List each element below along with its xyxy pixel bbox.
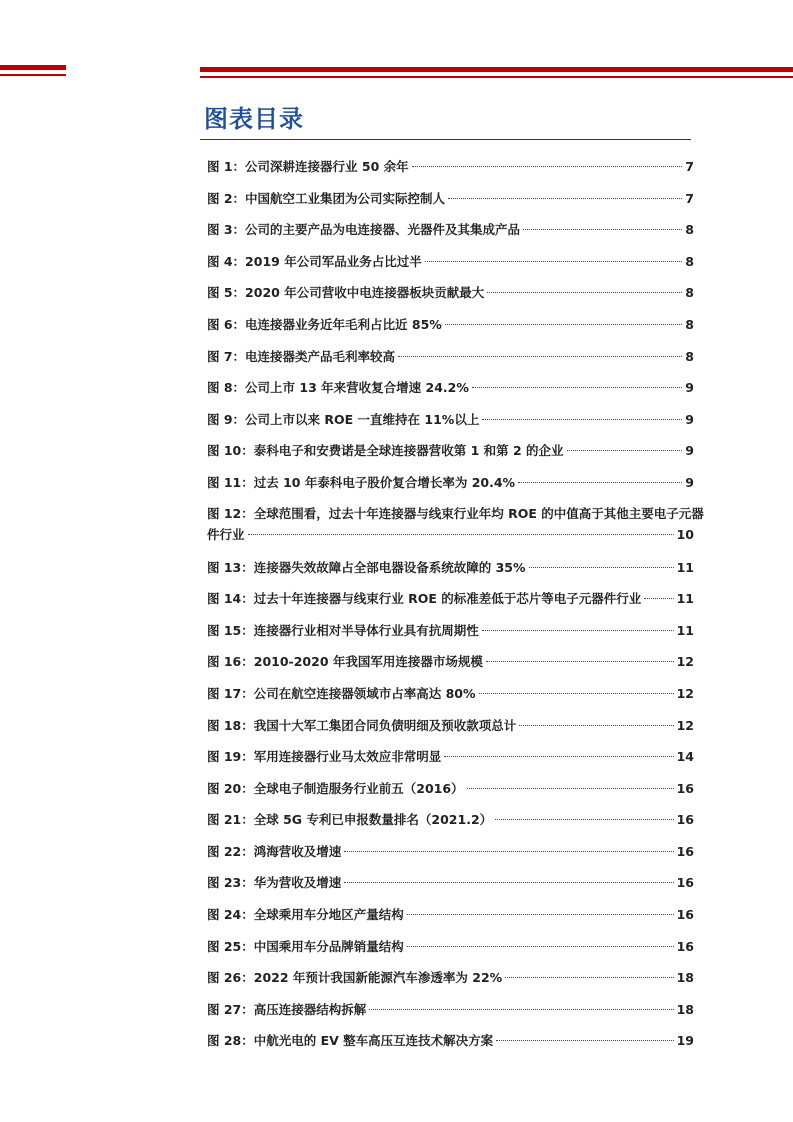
toc-leader	[412, 166, 683, 167]
toc-leader	[518, 482, 682, 483]
toc-entry-title: 图 5：2020 年公司营收中电连接器板块贡献最大	[207, 285, 485, 301]
toc-entry[interactable]	[207, 1027, 694, 1059]
toc-entry-title: 图 18：我国十大军工集团合同负债明细及预收款项总计	[207, 717, 517, 733]
header-rule-right	[200, 67, 793, 72]
toc-entry-title: 图 21：全球 5G 专利已申报数量排名（2021.2）	[207, 812, 493, 828]
toc-entry-page: 9	[685, 411, 694, 427]
toc-leader	[398, 356, 682, 357]
toc-entry[interactable]	[207, 933, 694, 965]
header-rule-left-thin	[0, 74, 66, 76]
toc-entry-title: 图 28：中航光电的 EV 整车高压互连技术解决方案	[207, 1033, 494, 1049]
toc-entry-title: 图 14：过去十年连接器与线束行业 ROE 的标准差低于芯片等电子元器件行业	[207, 591, 642, 607]
toc-leader	[529, 567, 674, 568]
toc-entry[interactable]	[207, 554, 694, 586]
toc-entry-title: 图 22：鸿海营收及增速	[207, 843, 342, 859]
header-rule-right-thin	[200, 76, 793, 78]
toc-entry[interactable]	[207, 406, 694, 438]
toc-entry[interactable]	[207, 901, 694, 933]
toc-entry-title: 图 11：过去 10 年泰科电子股价复合增长率为 20.4%	[207, 474, 516, 490]
toc-entry-page: 9	[685, 443, 694, 459]
toc-leader	[344, 882, 673, 883]
toc-entry-title: 图 10：泰科电子和安费诺是全球连接器营收第 1 和第 2 的企业	[207, 443, 564, 459]
toc-leader	[467, 788, 674, 789]
toc-leader	[519, 725, 673, 726]
toc-entry[interactable]	[207, 585, 694, 617]
toc-entry-page: 8	[685, 348, 694, 364]
toc-entry-page: 11	[676, 591, 694, 607]
toc-entry[interactable]	[207, 964, 694, 996]
toc-entry-page: 11	[676, 559, 694, 575]
toc-entry-title: 图 20：全球电子制造服务行业前五（2016）	[207, 780, 464, 796]
toc-entry-title: 图 2：中国航空工业集团为公司实际控制人	[207, 190, 446, 206]
toc-leader	[487, 292, 682, 293]
toc-leader	[567, 450, 683, 451]
toc-entry-page: 7	[685, 190, 694, 206]
toc-entry[interactable]	[207, 869, 694, 901]
toc-entry[interactable]	[207, 501, 704, 554]
toc-leader	[482, 630, 674, 631]
toc-entry[interactable]	[207, 806, 694, 838]
toc-entry-page: 10	[676, 526, 694, 542]
toc-leader	[425, 261, 683, 262]
toc-entry-page: 8	[685, 222, 694, 238]
toc-entry-page: 12	[676, 685, 694, 701]
toc-entry[interactable]	[207, 374, 694, 406]
toc-entry-title: 图 24：全球乘用车分地区产量结构	[207, 907, 404, 923]
toc-entry[interactable]	[207, 996, 694, 1028]
toc-entry[interactable]	[207, 216, 694, 248]
toc-leader	[496, 1040, 673, 1041]
toc-entry-page: 16	[676, 938, 694, 954]
toc-entry-page: 14	[676, 749, 694, 765]
toc-entry[interactable]	[207, 648, 694, 680]
toc-leader	[505, 977, 673, 978]
toc-leader	[486, 661, 674, 662]
toc-entry-title: 图 13：连接器失效故障占全部电器设备系统故障的 35%	[207, 559, 526, 575]
toc-leader	[369, 1009, 673, 1010]
toc-leader	[248, 534, 674, 535]
toc-entry-title: 图 7：电连接器类产品毛利率较高	[207, 348, 396, 364]
toc-entry-page: 16	[676, 780, 694, 796]
toc-entry[interactable]	[207, 185, 694, 217]
toc-entry[interactable]	[207, 617, 694, 649]
toc-leader	[495, 819, 673, 820]
toc-leader	[407, 914, 674, 915]
toc-entry[interactable]	[207, 775, 694, 807]
toc-entry-page: 16	[676, 812, 694, 828]
toc-entry[interactable]	[207, 838, 694, 870]
toc-entry-page: 8	[685, 316, 694, 332]
toc-entry-title: 图 3：公司的主要产品为电连接器、光器件及其集成产品	[207, 222, 521, 238]
toc-entry-page: 12	[676, 654, 694, 670]
toc-entry[interactable]	[207, 248, 694, 280]
toc-entry[interactable]	[207, 437, 694, 469]
page-title: 图表目录	[204, 105, 304, 133]
toc-entry-title-cont: 件行业	[207, 526, 245, 542]
toc-entry-title: 图 26：2022 年预计我国新能源汽车渗透率为 22%	[207, 970, 503, 986]
toc-leader	[479, 693, 674, 694]
header-rule-left	[0, 65, 66, 70]
toc-entry-title: 图 8：公司上市 13 年来营收复合增速 24.2%	[207, 380, 469, 396]
toc-entry[interactable]	[207, 279, 694, 311]
title-underline	[200, 139, 691, 140]
toc-entry-title: 图 27：高压连接器结构拆解	[207, 1001, 367, 1017]
toc-entry-title: 图 6：电连接器业务近年毛利占比近 85%	[207, 316, 442, 332]
toc-entry-page: 18	[676, 970, 694, 986]
toc-entry-page: 9	[685, 474, 694, 490]
toc-entry[interactable]	[207, 712, 694, 744]
toc-entry-title: 图 1：公司深耕连接器行业 50 余年	[207, 159, 409, 174]
toc-entry-title: 图 15：连接器行业相对半导体行业具有抗周期性	[207, 622, 479, 638]
toc-entry-page: 16	[676, 907, 694, 923]
toc-entry[interactable]	[207, 469, 694, 501]
toc-leader	[407, 946, 674, 947]
toc-entry-page: 7	[685, 159, 694, 174]
toc-entry-page: 8	[685, 253, 694, 269]
toc-leader	[472, 387, 682, 388]
toc-entry[interactable]	[207, 743, 694, 775]
toc-entry-title: 图 23：华为营收及增速	[207, 875, 342, 891]
toc-leader	[344, 851, 673, 852]
toc-entry-title: 图 4：2019 年公司军品业务占比过半	[207, 253, 422, 269]
toc-leader	[482, 419, 682, 420]
toc-entry-title: 图 17：公司在航空连接器领域市占率高达 80%	[207, 685, 476, 701]
toc-entry-title: 图 19：军用连接器行业马太效应非常明显	[207, 749, 442, 765]
toc-entry[interactable]	[207, 153, 694, 185]
toc-entry[interactable]	[207, 311, 694, 343]
toc-leader	[444, 756, 673, 757]
toc-entry-page: 16	[676, 875, 694, 891]
toc-leader	[644, 598, 673, 599]
toc-entry[interactable]	[207, 343, 694, 375]
toc-entry-title: 图 25：中国乘用车分品牌销量结构	[207, 938, 404, 954]
toc-entry-page: 12	[676, 717, 694, 733]
toc-entry-page: 16	[676, 843, 694, 859]
toc-entry-title: 图 9：公司上市以来 ROE 一直维持在 11%以上	[207, 411, 480, 427]
toc-entry-title: 图 16：2010-2020 年我国军用连接器市场规模	[207, 654, 483, 670]
toc-entry-title: 图 12：全球范围看，过去十年连接器与线束行业年均 ROE 的中值高于其他主要电子元器	[207, 505, 704, 521]
toc-entry[interactable]	[207, 680, 694, 712]
toc-entry-page: 19	[676, 1033, 694, 1049]
toc-leader	[445, 324, 682, 325]
toc-leader	[448, 198, 682, 199]
toc-entry-page: 9	[685, 380, 694, 396]
toc-list	[207, 153, 704, 1059]
toc-entry-page: 11	[676, 622, 694, 638]
toc-entry-page: 8	[685, 285, 694, 301]
toc-entry-page: 18	[676, 1001, 694, 1017]
toc-leader	[523, 229, 682, 230]
